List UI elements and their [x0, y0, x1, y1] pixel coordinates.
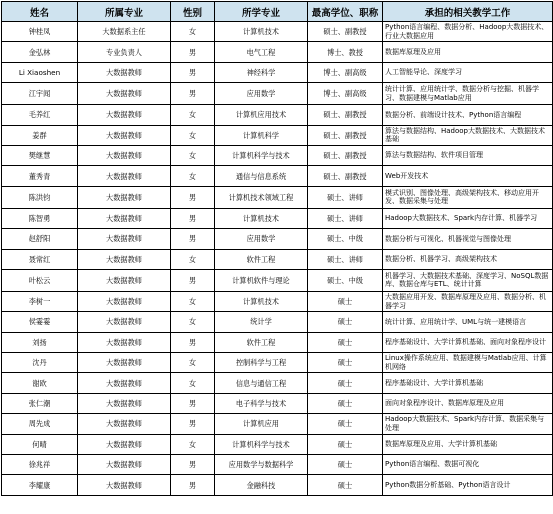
cell-department: 大数据教师 [78, 353, 171, 373]
cell-department: 大数据教师 [78, 393, 171, 413]
table-row [2, 229, 553, 249]
cell-gender: 男 [171, 475, 215, 495]
cell-teaching-work: 数据分析与可视化、机器视觉与图像处理 [383, 229, 553, 249]
cell-degree-title: 硕士 [308, 414, 383, 434]
cell-teaching-work: 统计计算、应用统计学、数据分析与挖掘、机器学习、数据建模与Matlab应用 [383, 83, 553, 105]
table-row [2, 125, 553, 145]
cell-major: 软件工程 [215, 249, 308, 269]
cell-major: 电气工程 [215, 42, 308, 62]
cell-teaching-work: Python语言编程、数据可视化 [383, 455, 553, 475]
cell-degree-title: 硕士、讲师 [308, 249, 383, 269]
cell-name: 樊继慧 [2, 145, 78, 165]
cell-major: 计算机技术领域工程 [215, 186, 308, 208]
table-row [2, 291, 553, 311]
cell-gender: 男 [171, 42, 215, 62]
table-row [2, 475, 553, 495]
header-name: 姓名 [2, 2, 78, 22]
cell-teaching-work: 程序基础设计、大学计算机基础、面向对象程序设计 [383, 332, 553, 352]
cell-department: 大数据教师 [78, 145, 171, 165]
cell-gender: 女 [171, 145, 215, 165]
table-row [2, 62, 553, 82]
table-row [2, 83, 553, 105]
cell-teaching-work: 算法与数据结构、软件项目管理 [383, 145, 553, 165]
cell-major: 计算机科学 [215, 125, 308, 145]
table-row [2, 353, 553, 373]
table-body [2, 22, 553, 496]
cell-gender: 男 [171, 186, 215, 208]
cell-major: 应用数学与数据科学 [215, 455, 308, 475]
cell-name: 江宇闻 [2, 83, 78, 105]
cell-teaching-work: 人工智能导论、深度学习 [383, 62, 553, 82]
cell-teaching-work: 机器学习、大数据技术基础、深度学习、NoSQL数据库、数据仓库与ETL、统计计算 [383, 269, 553, 291]
cell-major: 计算机应用技术 [215, 105, 308, 125]
cell-major: 计算机技术 [215, 291, 308, 311]
cell-department: 大数据教师 [78, 291, 171, 311]
cell-department: 大数据教师 [78, 186, 171, 208]
cell-name: 李树一 [2, 291, 78, 311]
cell-degree-title: 硕士 [308, 312, 383, 332]
cell-name: 张仁潮 [2, 393, 78, 413]
cell-teaching-work: Hadoop大数据技术、Spark内存计算、机器学习 [383, 208, 553, 228]
faculty-table [1, 1, 553, 496]
cell-gender: 男 [171, 393, 215, 413]
cell-department: 大数据教师 [78, 83, 171, 105]
cell-name: 金弘林 [2, 42, 78, 62]
cell-teaching-work: 数据分析、前端设计技术、Python语言编程 [383, 105, 553, 125]
table-row [2, 145, 553, 165]
header-teaching-work: 承担的相关教学工作 [383, 2, 553, 22]
cell-major: 计算机技术 [215, 208, 308, 228]
cell-name: 周先成 [2, 414, 78, 434]
cell-major: 控制科学与工程 [215, 353, 308, 373]
table-row [2, 455, 553, 475]
cell-degree-title: 硕士 [308, 291, 383, 311]
cell-name: Li Xiaoshen [2, 62, 78, 82]
cell-gender: 女 [171, 291, 215, 311]
cell-degree-title: 硕士、讲师 [308, 208, 383, 228]
cell-department: 大数据教师 [78, 62, 171, 82]
cell-teaching-work: Web开发技术 [383, 166, 553, 186]
cell-name: 董秀青 [2, 166, 78, 186]
table-row [2, 249, 553, 269]
cell-degree-title: 硕士 [308, 353, 383, 373]
cell-department: 大数据教师 [78, 269, 171, 291]
cell-degree-title: 硕士、副教授 [308, 105, 383, 125]
cell-teaching-work: 数据库原理及应用、大学计算机基础 [383, 434, 553, 454]
cell-degree-title: 硕士 [308, 475, 383, 495]
table-row [2, 269, 553, 291]
cell-degree-title: 博士、副高级 [308, 83, 383, 105]
cell-degree-title: 硕士、副教授 [308, 125, 383, 145]
table-row [2, 393, 553, 413]
cell-teaching-work: 算法与数据结构、Hadoop大数据技术、大数据技术基础 [383, 125, 553, 145]
cell-gender: 男 [171, 414, 215, 434]
cell-name: 何晴 [2, 434, 78, 454]
cell-major: 软件工程 [215, 332, 308, 352]
cell-name: 姜群 [2, 125, 78, 145]
cell-name: 陈智勇 [2, 208, 78, 228]
cell-department: 大数据系主任 [78, 22, 171, 42]
cell-gender: 女 [171, 125, 215, 145]
cell-major: 应用数学 [215, 83, 308, 105]
cell-department: 专业负责人 [78, 42, 171, 62]
cell-department: 大数据教师 [78, 208, 171, 228]
cell-degree-title: 硕士、副教授 [308, 166, 383, 186]
cell-teaching-work: 模式识别、图像处理、高级架构技术、移动应用开发、数据采集与处理 [383, 186, 553, 208]
cell-teaching-work: Python语言编程、数据分析、Hadoop大数据技术、行业大数据应用 [383, 22, 553, 42]
cell-department: 大数据教师 [78, 434, 171, 454]
header-major: 所学专业 [215, 2, 308, 22]
cell-name: 钟桂凤 [2, 22, 78, 42]
cell-teaching-work: 统计计算、应用统计学、UML与统一建模语言 [383, 312, 553, 332]
cell-degree-title: 硕士 [308, 332, 383, 352]
cell-teaching-work: 大数据应用开发、数据库原理及应用、数据分析、机器学习 [383, 291, 553, 311]
cell-degree-title: 硕士 [308, 455, 383, 475]
cell-major: 信息与通信工程 [215, 373, 308, 393]
cell-department: 大数据教师 [78, 229, 171, 249]
cell-gender: 女 [171, 166, 215, 186]
cell-name: 侯霎霎 [2, 312, 78, 332]
cell-gender: 女 [171, 105, 215, 125]
table-row [2, 434, 553, 454]
cell-major: 计算机技术 [215, 22, 308, 42]
cell-degree-title: 硕士、副教授 [308, 22, 383, 42]
cell-department: 大数据教师 [78, 166, 171, 186]
cell-major: 金融科技 [215, 475, 308, 495]
cell-department: 大数据教师 [78, 249, 171, 269]
cell-degree-title: 硕士、中级 [308, 229, 383, 249]
header-gender: 性别 [171, 2, 215, 22]
cell-major: 电子科学与技术 [215, 393, 308, 413]
table-row [2, 414, 553, 434]
cell-teaching-work: Linux操作系统应用、数据建模与Matlab应用、计算机网络 [383, 353, 553, 373]
cell-gender: 男 [171, 332, 215, 352]
cell-name: 李耀康 [2, 475, 78, 495]
cell-department: 大数据教师 [78, 475, 171, 495]
cell-department: 大数据教师 [78, 455, 171, 475]
cell-degree-title: 硕士 [308, 393, 383, 413]
cell-name: 谢欧 [2, 373, 78, 393]
cell-degree-title: 硕士 [308, 373, 383, 393]
cell-major: 计算机科学与技术 [215, 145, 308, 165]
cell-teaching-work: 数据分析、机器学习、高级架构技术 [383, 249, 553, 269]
cell-gender: 男 [171, 208, 215, 228]
cell-gender: 女 [171, 373, 215, 393]
cell-degree-title: 硕士、中级 [308, 269, 383, 291]
cell-degree-title: 硕士、副教授 [308, 145, 383, 165]
table-row [2, 105, 553, 125]
cell-department: 大数据教师 [78, 105, 171, 125]
cell-name: 陈洪钧 [2, 186, 78, 208]
cell-degree-title: 硕士 [308, 434, 383, 454]
cell-gender: 男 [171, 62, 215, 82]
table-row [2, 332, 553, 352]
cell-teaching-work: 程序基础设计、大学计算机基础 [383, 373, 553, 393]
cell-department: 大数据教师 [78, 125, 171, 145]
cell-gender: 女 [171, 22, 215, 42]
cell-name: 刘扬 [2, 332, 78, 352]
cell-department: 大数据教师 [78, 332, 171, 352]
cell-gender: 男 [171, 229, 215, 249]
table-row [2, 22, 553, 42]
cell-department: 大数据教师 [78, 373, 171, 393]
cell-gender: 女 [171, 249, 215, 269]
cell-gender: 女 [171, 434, 215, 454]
cell-department: 大数据教师 [78, 312, 171, 332]
table-row [2, 166, 553, 186]
cell-teaching-work: Hadoop大数据技术、Spark内存计算、数据采集与处理 [383, 414, 553, 434]
cell-gender: 男 [171, 83, 215, 105]
cell-major: 计算机科学与技术 [215, 434, 308, 454]
cell-major: 计算机软件与理论 [215, 269, 308, 291]
cell-name: 赵舒阳 [2, 229, 78, 249]
cell-teaching-work: 面向对象程序设计、数据库原理及应用 [383, 393, 553, 413]
cell-degree-title: 博士、副高级 [308, 62, 383, 82]
table-row [2, 373, 553, 393]
cell-name: 聂常红 [2, 249, 78, 269]
cell-gender: 女 [171, 353, 215, 373]
cell-gender: 女 [171, 312, 215, 332]
cell-gender: 男 [171, 455, 215, 475]
cell-department: 大数据教师 [78, 414, 171, 434]
table-row [2, 186, 553, 208]
header-degree-title: 最高学位、职称 [308, 2, 383, 22]
cell-degree-title: 硕士、讲师 [308, 186, 383, 208]
cell-gender: 男 [171, 269, 215, 291]
cell-teaching-work: 数据库原理及应用 [383, 42, 553, 62]
cell-name: 徐兆祥 [2, 455, 78, 475]
table-row [2, 312, 553, 332]
header-department: 所属专业 [78, 2, 171, 22]
cell-major: 通信与信息系统 [215, 166, 308, 186]
table-header-row [2, 2, 553, 22]
cell-teaching-work: Python数据分析基础、Python语言设计 [383, 475, 553, 495]
cell-major: 应用数学 [215, 229, 308, 249]
cell-major: 统计学 [215, 312, 308, 332]
cell-name: 叶松云 [2, 269, 78, 291]
table-row [2, 42, 553, 62]
table-row [2, 208, 553, 228]
cell-degree-title: 博士、教授 [308, 42, 383, 62]
cell-name: 毛养红 [2, 105, 78, 125]
cell-major: 神经科学 [215, 62, 308, 82]
cell-name: 沈丹 [2, 353, 78, 373]
cell-major: 计算机应用 [215, 414, 308, 434]
